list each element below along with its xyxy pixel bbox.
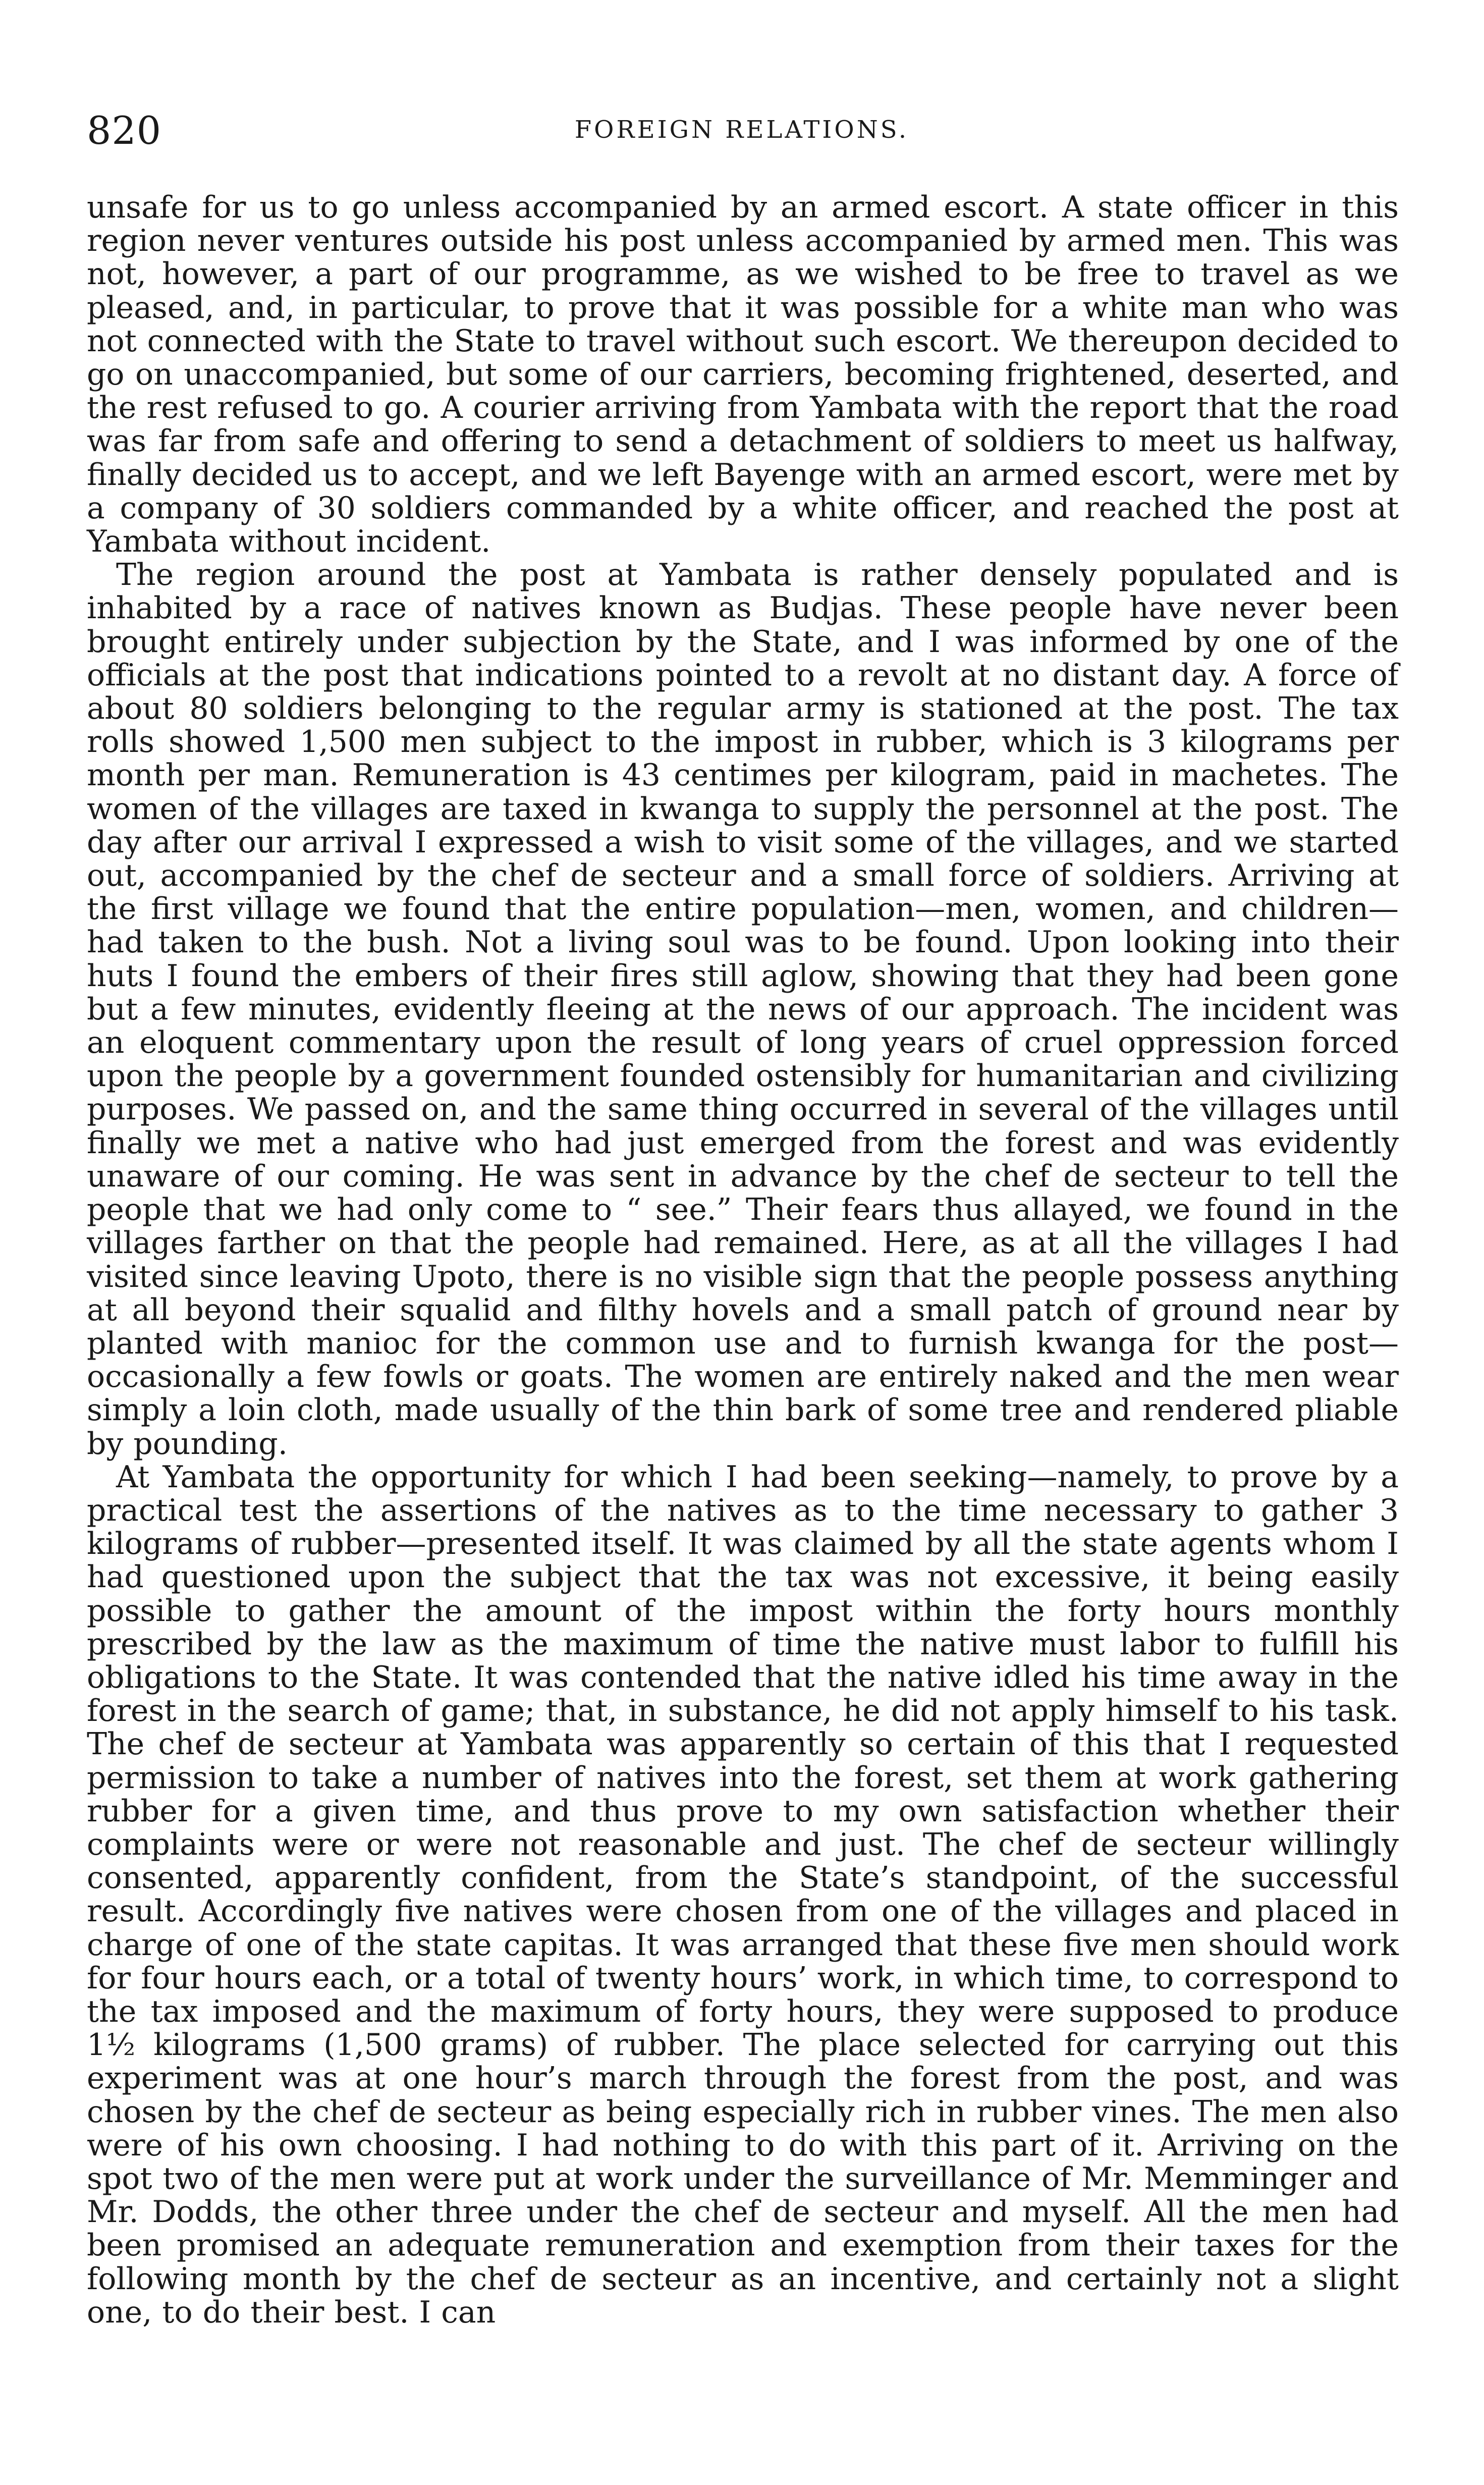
page-number: 820 xyxy=(87,108,162,153)
running-head: FOREIGN RELATIONS. xyxy=(574,116,909,144)
paragraph-continuation: unsafe for us to go unless accompanied by an armed escort. A state officer in this region never ventures outside his post unless accompanied by armed men. This was not, however, a part of our programme, as we wished to be free to travel as we pleased, and, in particular, to prove that it was possible for a white man who was not connected with the State to travel without such escort. We thereupon decided to go on unaccompanied, but some of our carriers, becoming frightened, deserted, and the rest refused to go. A courier arriving from Yambata with the report that the road was far from safe and offering to send a detachment of soldiers to meet us halfway, finally decided us to accept, and we left Bayenge with an armed escort, were met by a company of 30 soldiers commanded by a white officer, and reached the post at Yambata without incident. xyxy=(87,190,1399,560)
paragraph-yambata-region: The region around the post at Yambata is rather densely populated and is inhabited by a race of natives known as Budjas. These people have never been brought entirely under subjection by the State, and I was informed by one of the officials at the post that indications pointed to a revolt at no distant day. A force of about 80 soldiers belonging to the regular army is stationed at the post. The tax rolls showed 1,500 men subject to the impost in rubber, which is 3 kilograms per month per man. Remuneration is 43 centimes per kilogram, paid in machetes. The women of the villages are taxed in kwanga to supply the personnel at the post. The day after our arrival I expressed a wish to visit some of the villages, and we started out, accompanied by the chef de secteur and a small force of soldiers. Arriving at the first village we found that the entire population—men, women, and children—had taken to the bush. Not a living soul was to be found. Upon looking into their huts I found the embers of their fires still aglow, showing that they had been gone but a few minutes, evidently fleeing at the news of our approach. The incident was an eloquent commentary upon the result of long years of cruel oppression forced upon the people by a government founded ostensibly for humanitarian and civilizing purposes. We passed on, and the same thing occurred in several of the villages until finally we met a native who had just emerged from the forest and was evidently unaware of our coming. He was sent in advance by the chef de secteur to tell the people that we had only come to “ see.” Their fears thus allayed, we found in the villages farther on that the people had remained. Here, as at all the villages I had visited since leaving Upoto, there is no visible sign that the people possess anything at all beyond their squalid and filthy hovels and a small patch of ground near by planted with manioc for the common use and to furnish kwanga for the post—occasionally a few fowls or goats. The women are entirely naked and the men wear simply a loin cloth, made usually of the thin bark of some tree and rendered pliable by pounding. xyxy=(87,557,1399,1462)
paragraph-rubber-experiment: At Yambata the opportunity for which I had been seeking—namely, to prove by a practical test the assertions of the natives as to the time necessary to gather 3 kilograms of rubber—presented itself. It was claimed by all the state agents whom I had questioned upon the subject that the tax was not excessive, it being easily possible to gather the amount of the impost within the forty hours monthly prescribed by the law as the maximum of time the native must labor to fulfill his obligations to the State. It was contended that the native idled his time away in the forest in the search of game; that, in substance, he did not apply himself to his task. The chef de secteur at Yambata was apparently so certain of this that I requested permission to take a number of natives into the forest, set them at work gathering rubber for a given time, and thus prove to my own satisfaction whether their complaints were or were not reasonable and just. The chef de secteur willingly consented, apparently confident, from the State’s standpoint, of the successful result. Accordingly five natives were chosen from one of the villages and placed in charge of one of the state capitas. It was arranged that these five men should work for four hours each, or a total of twenty hours’ work, in which time, to correspond to the tax imposed and the maximum of forty hours, they were supposed to produce 1½ kilograms (1,500 grams) of rubber. The place selected for carrying out this experiment was at one hour’s march through the forest from the post, and was chosen by the chef de secteur as being especially rich in rubber vines. The men also were of his own choosing. I had nothing to do with this part of it. Arriving on the spot two of the men were put at work under the surveillance of Mr. Memminger and Mr. Dodds, the other three under the chef de secteur and myself. All the men had been promised an adequate remuneration and exemption from their taxes for the following month by the chef de secteur as an incentive, and certainly not a slight one, to do their best. I can xyxy=(87,1459,1399,2330)
page-header xyxy=(81,101,1403,156)
body-text xyxy=(87,191,1399,2329)
